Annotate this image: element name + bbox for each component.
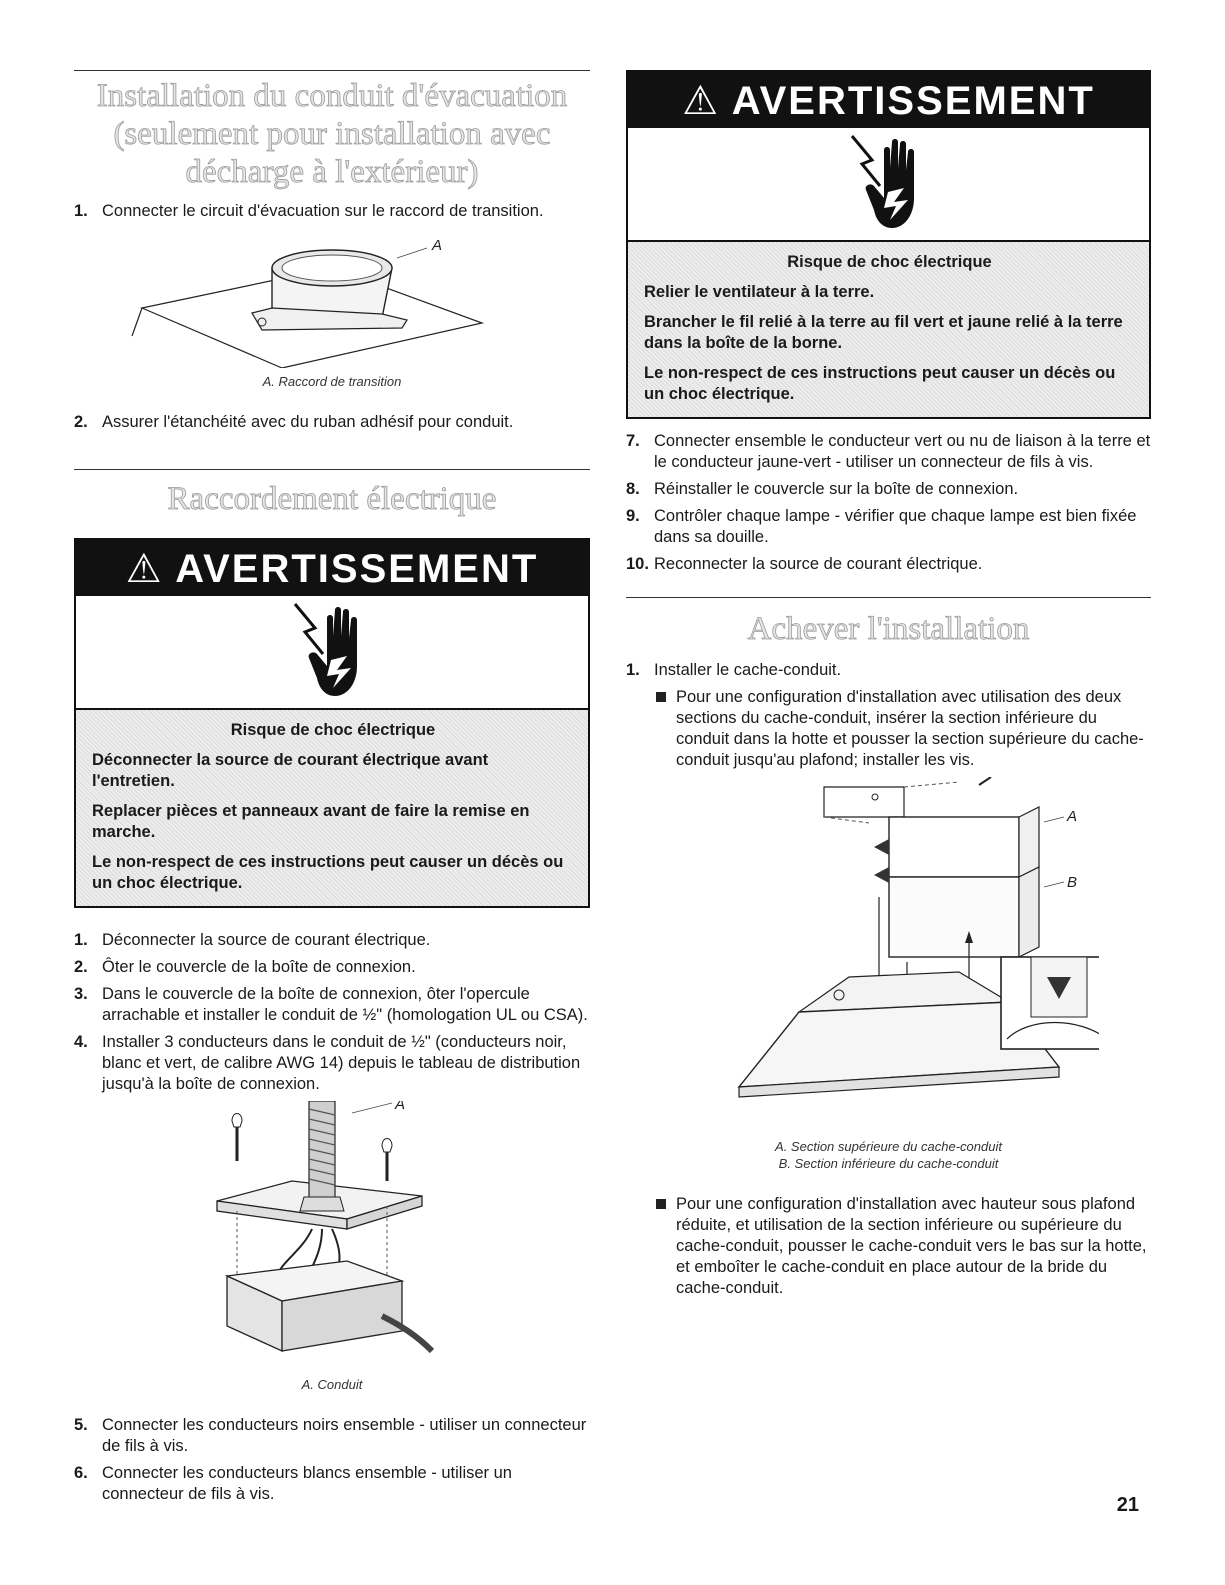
warning-header — [628, 72, 1149, 128]
step-text: Connecter les conducteurs blancs ensemble - utiliser un connecteur de fils à vis. — [102, 1464, 512, 1503]
step-text: Connecter les conducteurs noirs ensemble - utiliser un connecteur de fils à vis. — [102, 1416, 587, 1455]
electrical-steps-right — [626, 431, 1151, 575]
figure-label-a: A — [1066, 808, 1077, 825]
warning-triangle-icon: ⚠ — [682, 79, 721, 123]
list-item — [626, 479, 1151, 500]
warning-body — [76, 710, 588, 906]
warning-body — [628, 242, 1149, 417]
figure-caption-a: A. Section supérieure du cache-conduit — [775, 1139, 1002, 1154]
list-item — [74, 201, 590, 222]
warning-line: Relier le ventilateur à la terre. — [644, 283, 875, 301]
list-item — [626, 431, 1151, 473]
list-item — [74, 1463, 590, 1505]
list-item — [74, 957, 590, 978]
vent-steps — [74, 201, 590, 222]
bullet-square-icon — [656, 692, 666, 702]
step-number: 6. — [74, 1464, 88, 1482]
list-item — [74, 984, 590, 1026]
conduit-figure — [74, 1101, 590, 1393]
step-number: 7. — [626, 432, 640, 450]
electric-shock-icon — [844, 128, 934, 238]
figure-caption: A. Raccord de transition — [262, 374, 402, 389]
list-item — [626, 506, 1151, 548]
shock-hazard-symbol — [628, 128, 1149, 242]
step-number: 8. — [626, 480, 640, 498]
finish-bullets-continued — [626, 1194, 1151, 1299]
warning-line: Le non-respect de ces instructions peut causer un décès ou un choc électrique. — [644, 364, 1116, 403]
duct-cover-hood-illustration — [679, 777, 1099, 1117]
vent-steps-continued — [74, 412, 590, 433]
list-item — [626, 687, 1151, 771]
warning-line: Le non-respect de ces instructions peut causer un décès ou un choc électrique. — [92, 853, 564, 892]
step-number: 4. — [74, 1033, 88, 1051]
step-number: 5. — [74, 1416, 88, 1434]
warning-line: Replacer pièces et panneaux avant de faire la remise en marche. — [92, 802, 530, 841]
step-number: 3. — [74, 985, 88, 1003]
left-column — [74, 70, 590, 1511]
bullet-square-icon — [656, 1199, 666, 1209]
section-title-vent-installation: Installation du conduit d'évacuation (seulement pour installation avec décharge à l'extérieur) — [74, 70, 590, 191]
list-item — [74, 412, 590, 433]
figure-label-b: B — [1066, 874, 1077, 891]
figure-label-a: A — [432, 237, 443, 254]
warning-box — [626, 70, 1151, 419]
step-text: Reconnecter la source de courant électrique. — [654, 555, 983, 573]
bullet-text: Pour une configuration d'installation avec utilisation des deux sections du cache-conduit, insérer la section inférieure du conduit dans la hotte et pousser la section supérieure du cache-conduit jusqu'au plafond; installer les vis. — [676, 688, 1144, 769]
list-item — [74, 1032, 590, 1095]
step-text: Installer le cache-conduit. — [654, 661, 842, 679]
step-text: Contrôler chaque lampe - vérifier que chaque lampe est bien fixée dans sa douille. — [654, 507, 1137, 546]
transition-fitting-illustration — [122, 228, 542, 368]
section-title-electrical: Raccordement électrique — [74, 469, 590, 518]
step-number: 1. — [74, 202, 88, 220]
step-text: Installer 3 conducteurs dans le conduit de ½" (conducteurs noir, blanc et vert, de calibre AWG 14) depuis le tableau de distribution jusqu'à la boîte de connexion. — [102, 1033, 581, 1093]
warning-line: Brancher le fil relié à la terre au fil vert et jaune relié à la terre dans la boîte de la borne. — [644, 313, 1123, 352]
step-number: 1. — [74, 931, 88, 949]
warning-triangle-icon: ⚠ — [125, 547, 164, 591]
finish-steps — [626, 660, 1151, 681]
list-item — [626, 660, 1151, 681]
warning-box — [74, 538, 590, 908]
conduit-junction-box-illustration — [182, 1101, 482, 1371]
page-number: 21 — [1116, 1494, 1139, 1516]
warning-title: AVERTISSEMENT — [175, 547, 539, 591]
list-item — [74, 1415, 590, 1457]
step-number: 10. — [626, 555, 649, 573]
right-column — [626, 70, 1151, 1305]
finish-bullets — [626, 687, 1151, 771]
electrical-steps-continued — [74, 1415, 590, 1505]
list-item — [626, 554, 1151, 575]
step-text: Déconnecter la source de courant électrique. — [102, 931, 431, 949]
warning-risk: Risque de choc électrique — [230, 721, 436, 739]
step-number: 1. — [626, 661, 640, 679]
step-text: Assurer l'étanchéité avec du ruban adhésif pour conduit. — [102, 413, 514, 431]
step-text: Réinstaller le couvercle sur la boîte de connexion. — [654, 480, 1019, 498]
shock-hazard-symbol — [76, 596, 588, 710]
step-number: 2. — [74, 958, 88, 976]
list-item — [626, 1194, 1151, 1299]
figure-caption-b: B. Section inférieure du cache-conduit — [778, 1156, 999, 1171]
step-text: Dans le couvercle de la boîte de connexion, ôter l'opercule arrachable et installer le conduit de ½" (homologation UL ou CSA). — [102, 985, 588, 1024]
warning-header — [76, 540, 588, 596]
figure-label-a: A — [395, 1101, 406, 1113]
warning-risk: Risque de choc électrique — [787, 253, 992, 271]
step-text: Ôter le couvercle de la boîte de connexion. — [102, 958, 416, 976]
duct-cover-figure — [626, 777, 1151, 1172]
step-number: 9. — [626, 507, 640, 525]
step-text: Connecter ensemble le conducteur vert ou nu de liaison à la terre et le conducteur jaune-vert - utiliser un connecteur de fils à vis. — [654, 432, 1151, 471]
step-number: 2. — [74, 413, 88, 431]
bullet-text: Pour une configuration d'installation avec hauteur sous plafond réduite, et utilisation de la section inférieure ou supérieure du cache-conduit, pousser le cache-conduit vers le bas sur la hotte, et emboîter le cache-conduit en place autour de la bride du cache-conduit. — [676, 1195, 1147, 1297]
section-title-finish-installation: Achever l'installation — [626, 597, 1151, 648]
electric-shock-icon — [287, 596, 377, 706]
warning-title: AVERTISSEMENT — [731, 79, 1095, 123]
warning-line: Déconnecter la source de courant électrique avant l'entretien. — [92, 751, 489, 790]
figure-caption: A. Conduit — [301, 1377, 363, 1392]
transition-fitting-figure — [74, 228, 590, 390]
electrical-steps — [74, 930, 590, 1095]
list-item — [74, 930, 590, 951]
step-text: Connecter le circuit d'évacuation sur le raccord de transition. — [102, 202, 544, 220]
